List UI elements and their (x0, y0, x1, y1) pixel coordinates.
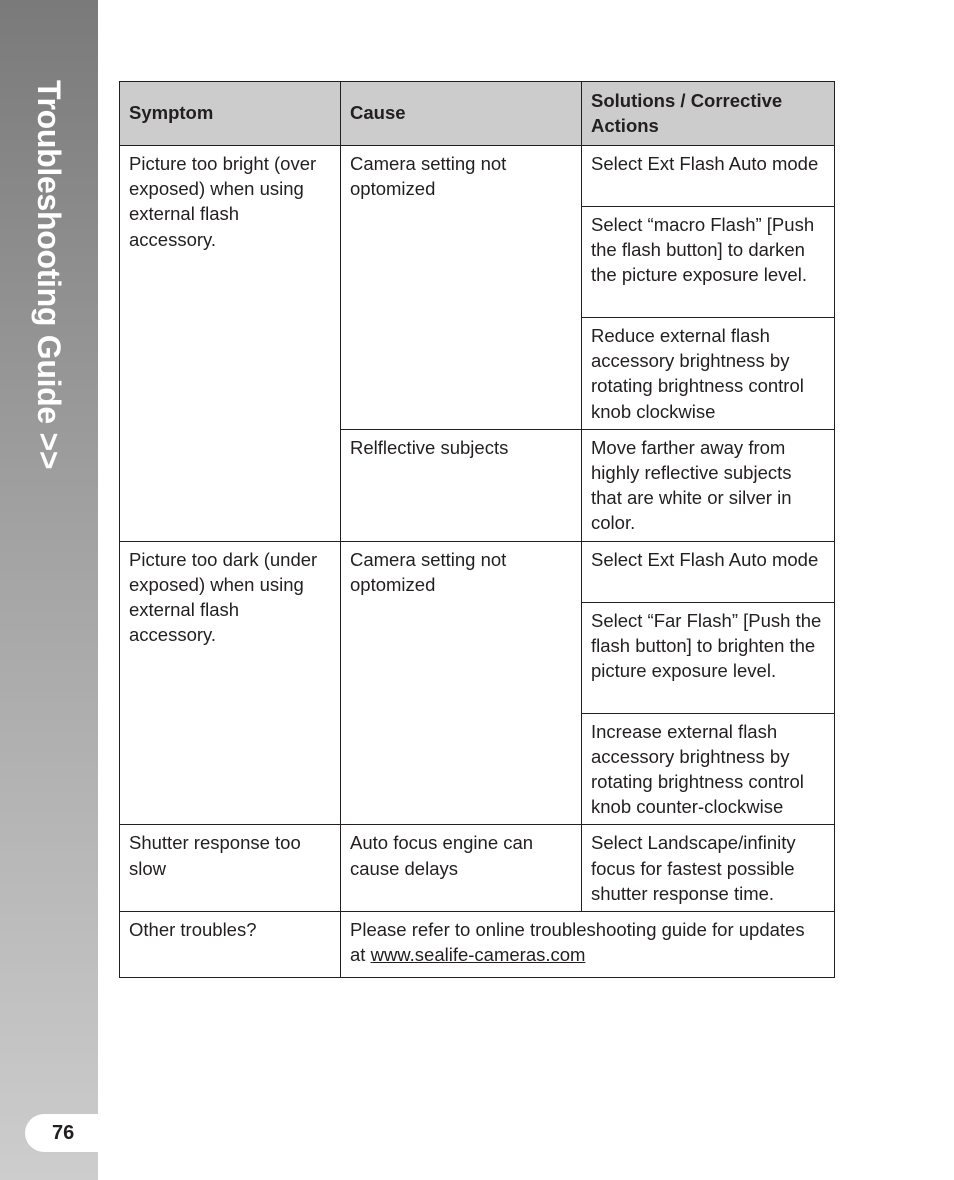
cause-cell: Camera setting not optomized (341, 541, 582, 825)
table-row (120, 146, 835, 207)
cause-cell: Auto focus engine can cause delays (341, 825, 582, 912)
symptom-cell: Shutter response too slow (120, 825, 341, 912)
section-title: Troubleshooting Guide >> (31, 80, 67, 470)
solution-cell: Select “Far Flash” [Push the flash button] to brighten the picture exposure level. (582, 602, 835, 713)
header-cause: Cause (341, 82, 582, 146)
side-band (0, 0, 98, 1180)
header-solutions: Solutions / Corrective Actions (582, 82, 835, 146)
solution-cell: Increase external flash accessory brightness by rotating brightness control knob counter-clockwise (582, 713, 835, 825)
table-row (120, 912, 835, 978)
solution-cell: Select “macro Flash” [Push the flash button] to darken the picture exposure level. (582, 207, 835, 318)
page-number: 76 (25, 1114, 98, 1152)
cause-cell: Relflective subjects (341, 429, 582, 541)
table-header-row (120, 82, 835, 146)
table-row (120, 541, 835, 602)
symptom-cell: Picture too dark (under exposed) when using external flash accessory. (120, 541, 341, 825)
solution-cell: Move farther away from highly reflective subjects that are white or silver in color. (582, 429, 835, 541)
symptom-cell: Picture too bright (over exposed) when using external flash accessory. (120, 146, 341, 542)
solution-cell: Select Ext Flash Auto mode (582, 146, 835, 207)
solution-cell: Reduce external flash accessory brightness by rotating brightness control knob clockwise (582, 318, 835, 430)
other-troubles-cell (341, 912, 835, 978)
symptom-cell: Other troubles? (120, 912, 341, 978)
solution-cell: Select Ext Flash Auto mode (582, 541, 835, 602)
solution-cell: Select Landscape/infinity focus for fastest possible shutter response time. (582, 825, 835, 912)
cause-cell: Camera setting not optomized (341, 146, 582, 430)
sealife-website-link[interactable]: www.sealife-cameras.com (370, 944, 586, 966)
other-troubles-text: Please refer to online troubleshooting guide for updates at (350, 919, 805, 966)
table-row (120, 825, 835, 912)
header-symptom: Symptom (120, 82, 341, 146)
troubleshooting-table (119, 81, 835, 978)
